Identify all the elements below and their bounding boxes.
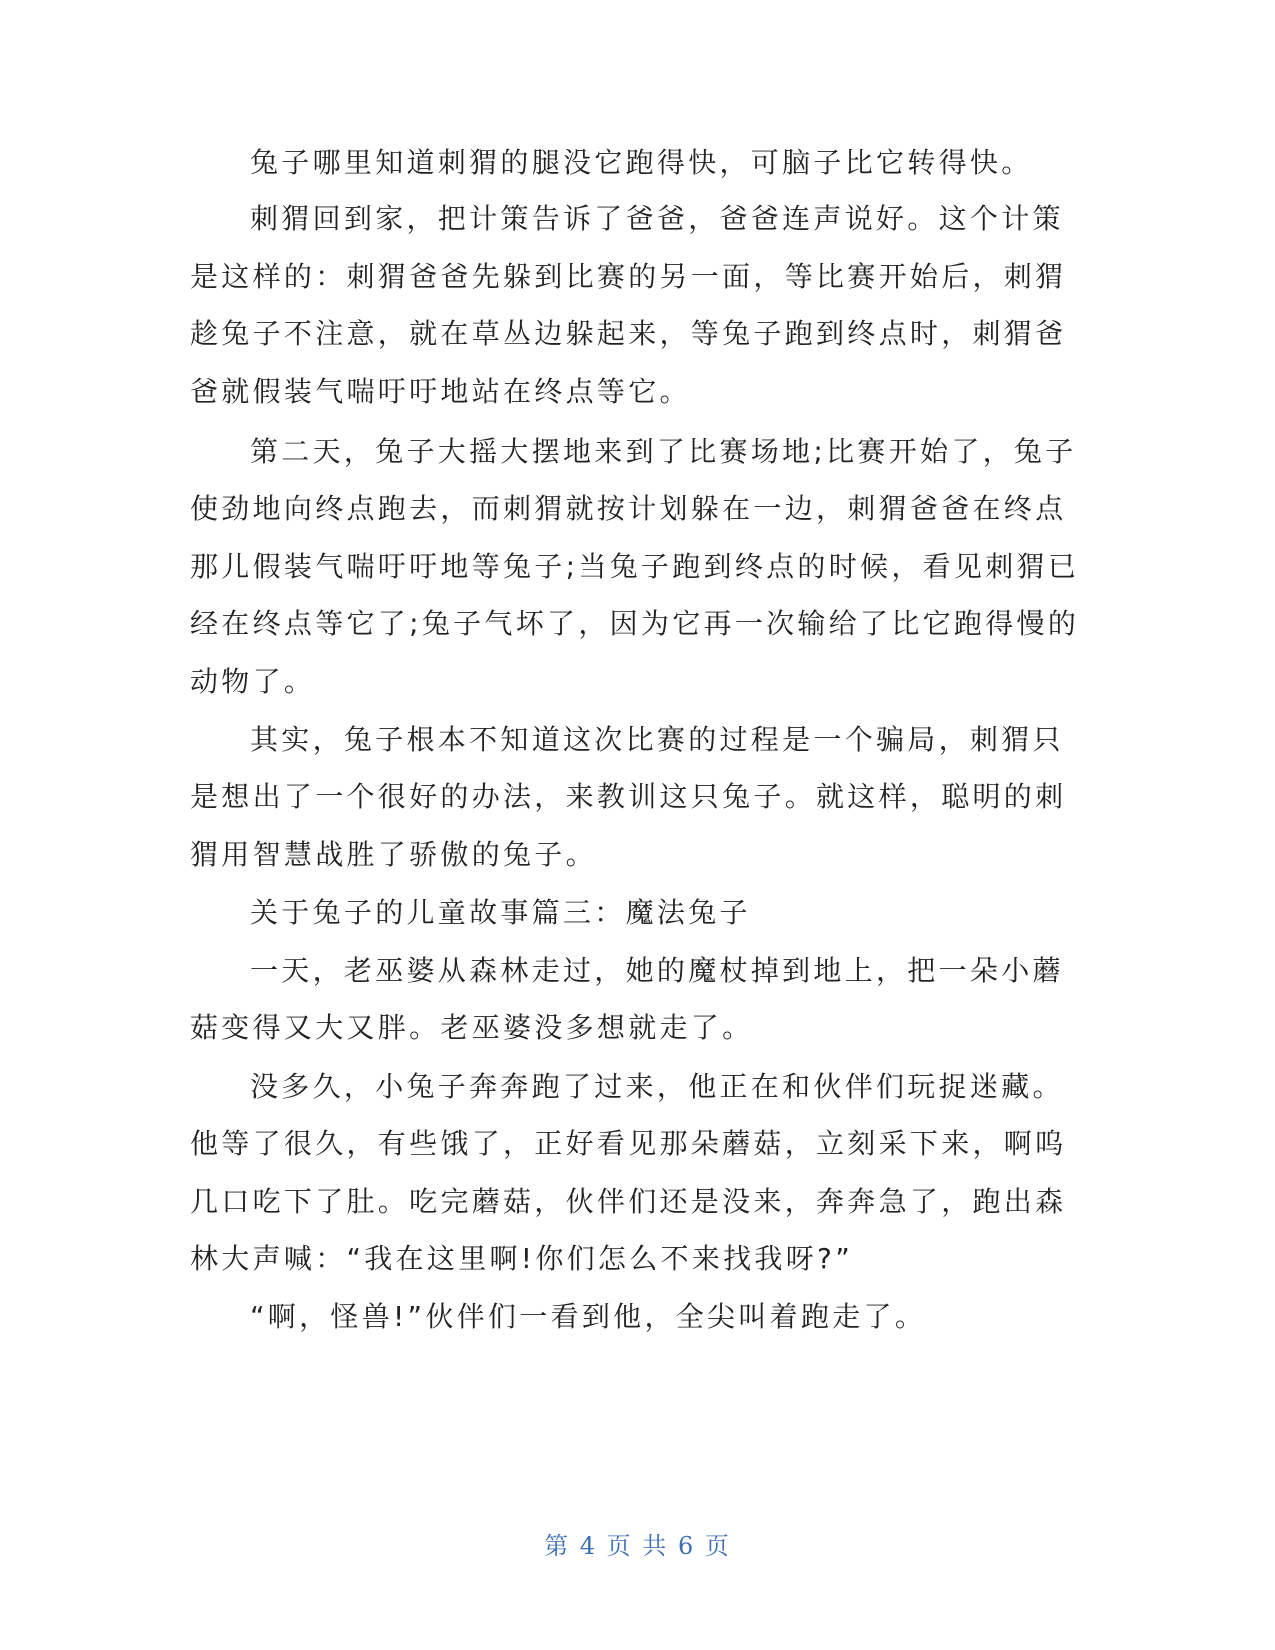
text-line: 第二天，兔子大摇大摆地来到了比赛场地;比赛开始了，兔子: [250, 435, 1077, 468]
text-line: 那儿假装气喘吁吁地等兔子;当兔子跑到终点的时候，看见刺猬已: [190, 550, 1080, 583]
text-line: 林大声喊：“我在这里啊!你们怎么不来找我呀?”: [190, 1242, 853, 1275]
text-line: 趁兔子不注意，就在草丛边躲起来，等兔子跑到终点时，刺猬爸: [190, 317, 1067, 350]
page-number-footer: 第 4 页 共 6 页: [544, 1532, 731, 1560]
text-line: 兔子哪里知道刺猬的腿没它跑得快，可脑子比它转得快。: [250, 146, 1033, 179]
text-line: “啊，怪兽!”伙伴们一看到他，全尖叫着跑走了。: [250, 1300, 927, 1333]
text-line: 是想出了一个很好的办法，来教训这只兔子。就这样，聪明的刺: [190, 780, 1067, 813]
text-line: 动物了。: [190, 665, 316, 698]
text-line: 其实，兔子根本不知道这次比赛的过程是一个骗局，刺猬只: [250, 723, 1064, 756]
text-line: 他等了很久，有些饿了，正好看见那朵蘑菇，立刻采下来，啊呜: [190, 1127, 1067, 1160]
text-line: 刺猬回到家，把计策告诉了爸爸，爸爸连声说好。这个计策: [250, 202, 1064, 235]
text-line: 猬用智慧战胜了骄傲的兔子。: [190, 838, 597, 871]
text-line: 使劲地向终点跑去，而刺猬就按计划躲在一边，刺猬爸爸在终点: [190, 492, 1067, 525]
text-line: 没多久，小兔子奔奔跑了过来，他正在和伙伴们玩捉迷藏。: [250, 1070, 1064, 1103]
text-line: 一天，老巫婆从森林走过，她的魔杖掉到地上，把一朵小蘑: [250, 954, 1064, 987]
text-line: 经在终点等它了;兔子气坏了，因为它再一次输给了比它跑得慢的: [190, 607, 1080, 640]
text-line: 几口吃下了肚。吃完蘑菇，伙伴们还是没来，奔奔急了，跑出森: [190, 1185, 1067, 1218]
text-line: 是这样的：刺猬爸爸先躲到比赛的另一面，等比赛开始后，刺猬: [190, 260, 1067, 293]
text-line: 菇变得又大又胖。老巫婆没多想就走了。: [190, 1011, 754, 1044]
text-line: 爸就假装气喘吁吁地站在终点等它。: [190, 375, 691, 408]
section-heading: 关于兔子的儿童故事篇三：魔法兔子: [250, 896, 751, 929]
